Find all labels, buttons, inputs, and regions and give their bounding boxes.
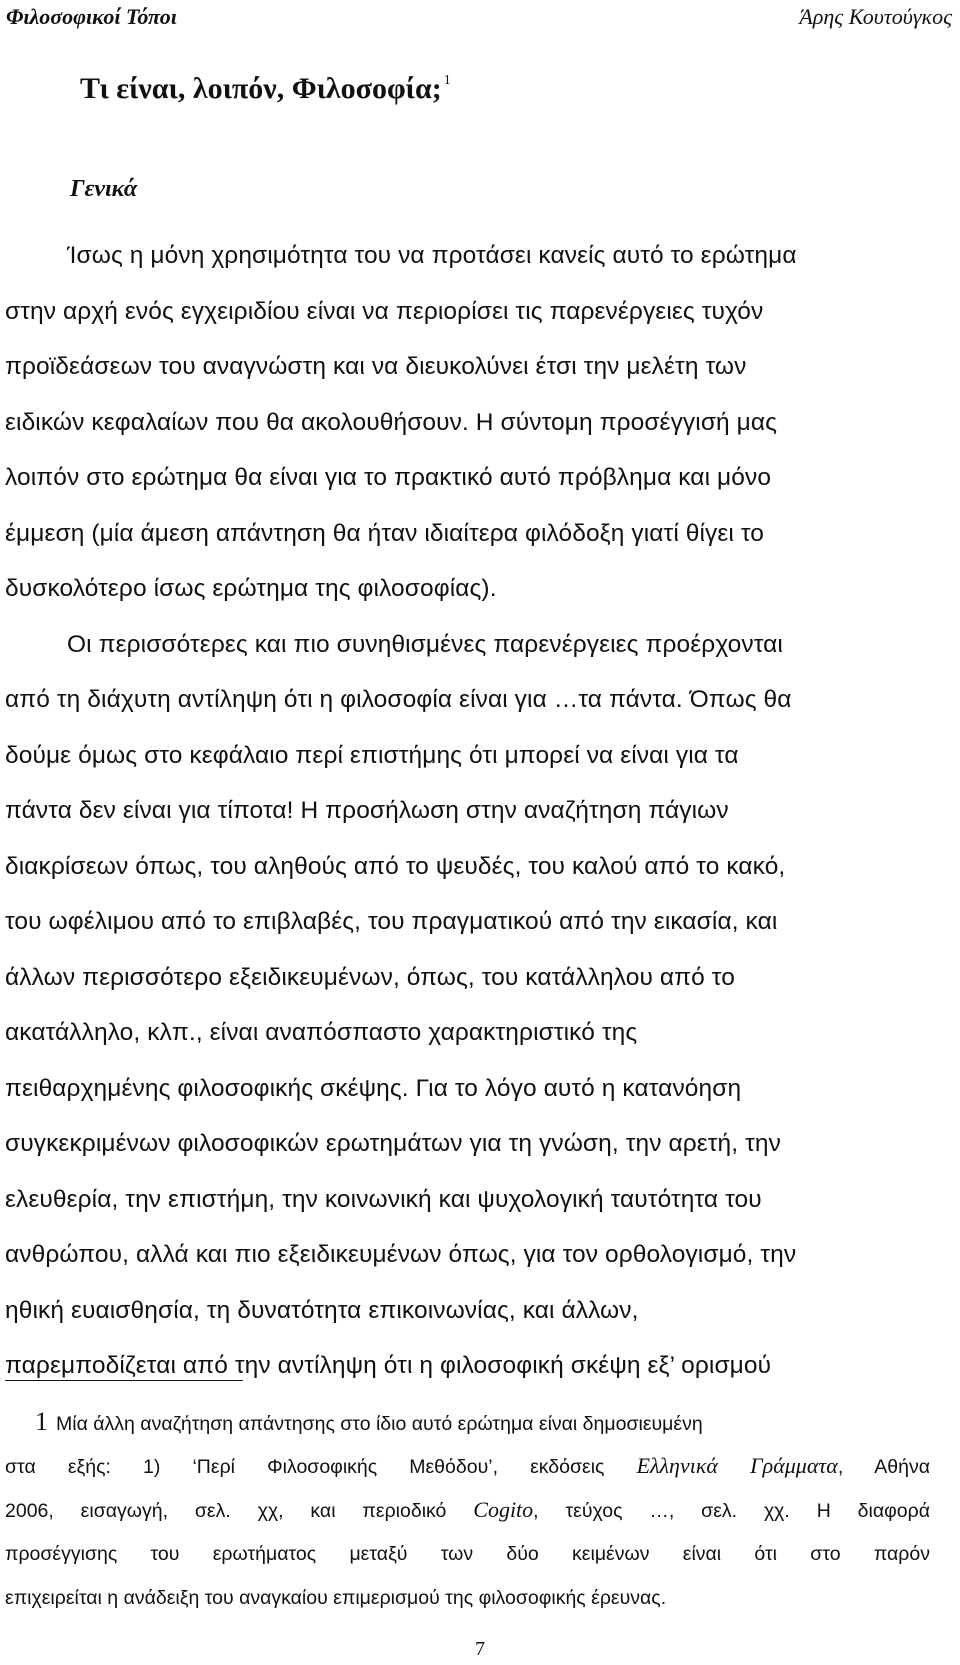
footnote-line: επιχειρείται η ανάδειξη του αναγκαίου επιμερισμού της φιλοσοφικής έρευνας. bbox=[5, 1587, 667, 1609]
chapter-title bbox=[80, 72, 451, 106]
footnote bbox=[5, 1400, 930, 1620]
body-line: στην αρχή ενός εγχειριδίου είναι να περιορίσει τις παρενέργειες τυχόν bbox=[5, 297, 764, 325]
footnote-number: 1 bbox=[35, 1407, 48, 1436]
body-line: Οι περισσότερες και πιο συνηθισμένες παρενέργειες προέρχονται bbox=[67, 630, 783, 658]
page-number: 7 bbox=[475, 1638, 485, 1660]
running-header bbox=[6, 4, 952, 34]
body-line: ακατάλληλο, κλπ., είναι αναπόσπαστο χαρακτηριστικό της bbox=[5, 1019, 638, 1046]
footnote-line bbox=[5, 1444, 930, 1488]
body-line: προϊδεάσεων του αναγνώστη και να διευκολύνει έτσι την μελέτη των bbox=[5, 353, 747, 380]
footnote-journal: Cogito bbox=[473, 1497, 534, 1522]
footnote-line bbox=[5, 1488, 930, 1532]
footnote-line bbox=[5, 1400, 930, 1444]
body-line: πάντα δεν είναι για τίποτα! Η προσήλωση στην αναζήτηση πάγιων bbox=[5, 797, 729, 824]
body-line: λοιπόν στο ερώτημα θα είναι για το πρακτικό αυτό πρόβλημα και μόνο bbox=[5, 464, 772, 491]
footnote-text: στα εξής: 1) ‘Περί Φιλοσοφικής Μεθόδου’, εκδόσεις bbox=[5, 1456, 637, 1478]
body-line: δούμε όμως στο κεφάλαιο περί επιστήμης ότι μπορεί να είναι για τα bbox=[5, 741, 739, 769]
footnote-text: , τεύχος …, σελ. χχ. Η διαφορά bbox=[533, 1500, 930, 1522]
body-line: ανθρώπου, αλλά και πιο εξειδικευμένων όπως, για τον ορθολογισμό, την bbox=[5, 1241, 797, 1268]
body-line: του ωφέλιμου από το επιβλαβές, του πραγματικού από την εικασία, και bbox=[5, 908, 778, 935]
section-heading: Γενικά bbox=[70, 176, 138, 202]
body-line: συγκεκριμένων φιλοσοφικών ερωτημάτων για τη γνώση, την αρετή, την bbox=[5, 1130, 781, 1157]
body-line: πειθαρχημένης φιλοσοφικής σκέψης. Για το λόγο αυτό η κατανόηση bbox=[5, 1074, 742, 1102]
footnote-text: , Αθήνα bbox=[837, 1456, 930, 1478]
header-author: Άρης Κουτούγκος bbox=[799, 4, 952, 29]
body-line: ελευθερία, την επιστήμη, την κοινωνική και ψυχολογική ταυτότητα του bbox=[5, 1185, 762, 1213]
header-book-title: Φιλοσοφικοί Τόποι bbox=[6, 4, 177, 29]
footnote-line: προσέγγισης του ερωτήματος μεταξύ των δύο κειμένων είναι ότι στο παρόν bbox=[5, 1543, 930, 1565]
body-line: άλλων περισσότερο εξειδικευμένων, όπως, του κατάλληλου από το bbox=[5, 963, 735, 991]
body-line: ηθική ευαισθησία, τη δυνατότητα επικοινωνίας, και άλλων, bbox=[5, 1296, 639, 1324]
body-line: έμμεση (μία άμεση απάντηση θα ήταν ιδιαίτερα φιλόδοξη γιατί θίγει το bbox=[5, 519, 765, 547]
footnote-publisher: Ελληνικά Γράμματα bbox=[636, 1453, 838, 1478]
body-line: από τη διάχυτη αντίληψη ότι η φιλοσοφία είναι για …τα πάντα. Όπως θα bbox=[5, 686, 792, 713]
footnote-text: 2006, εισαγωγή, σελ. χχ, και περιοδικό bbox=[5, 1500, 474, 1522]
body-line: δυσκολότερο ίσως ερώτημα της φιλοσοφίας). bbox=[5, 575, 497, 602]
body-line: διακρίσεων όπως, του αληθούς από το ψευδές, του καλού από το κακό, bbox=[5, 852, 786, 880]
body-line: παρεμποδίζεται από την αντίληψη ότι η φιλοσοφική σκέψη εξ’ ορισμού bbox=[5, 1352, 772, 1379]
body-text bbox=[5, 228, 935, 1394]
chapter-title-text: Τι είναι, λοιπόν, Φιλοσοφία; bbox=[80, 72, 442, 105]
footnote-text: Μία άλλη αναζήτηση απάντησης στο ίδιο αυτό ερώτημα είναι δημοσιευμένη bbox=[56, 1413, 703, 1435]
body-line: ειδικών κεφαλαίων που θα ακολουθήσουν. Η σύντομη προσέγγισή μας bbox=[5, 408, 778, 436]
footnote-marker: 1 bbox=[443, 73, 451, 88]
footnote-separator bbox=[5, 1380, 243, 1381]
body-line: Ίσως η μόνη χρησιμότητα του να προτάσει κανείς αυτό το ερώτημα bbox=[67, 242, 797, 269]
